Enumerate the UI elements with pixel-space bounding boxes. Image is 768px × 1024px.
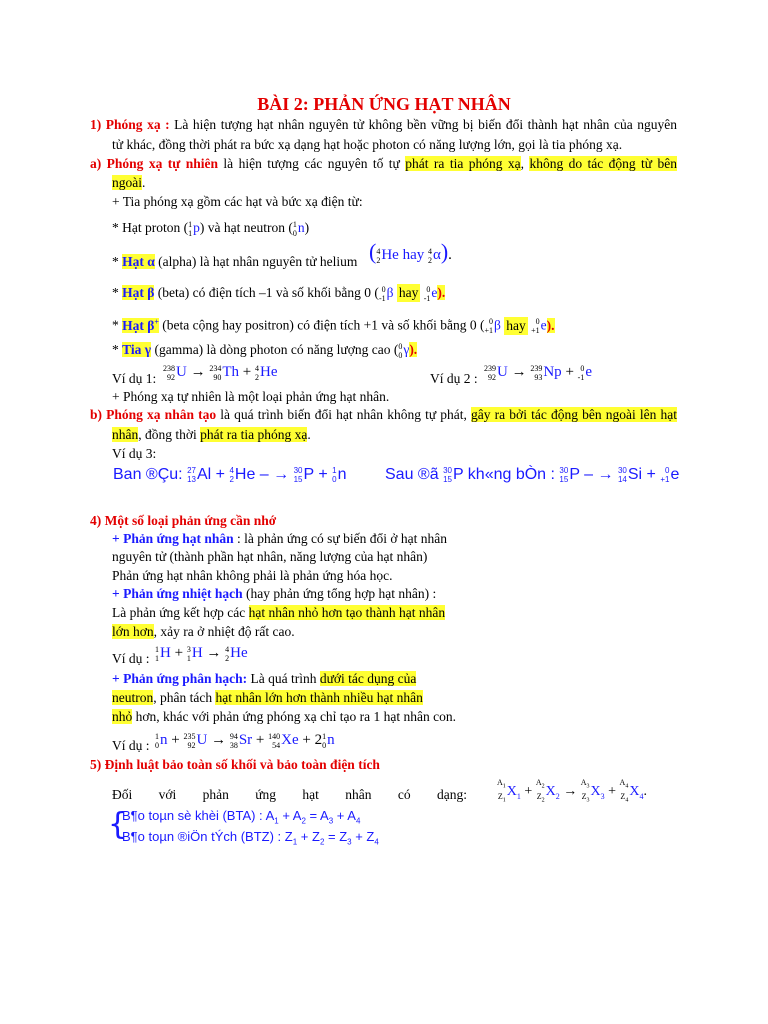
highlight: gây ra bởi tác động bên ngoài lên hạt xyxy=(471,407,677,422)
text: , phân tách xyxy=(153,690,216,705)
hay-highlight: hay xyxy=(506,317,526,333)
text: , xyxy=(520,156,530,171)
example-1-label: Ví dụ 1: xyxy=(112,371,157,386)
fission-example-equation: 1 0 n + 235 92 U → 94 38 Sr + 140 54 Xe + 2 1 0 n xyxy=(155,731,335,750)
text: ). xyxy=(409,342,418,357)
page-title: BÀI 2: PHẢN ỨNG HẠT NHÂN xyxy=(257,94,511,114)
label: + Phản ứng nhiệt hạch xyxy=(112,586,243,601)
highlight: ngoài xyxy=(112,175,142,190)
text: , đồng thời xyxy=(138,427,201,442)
section-b-line-1 xyxy=(90,406,677,424)
fusion-line xyxy=(112,585,436,603)
text: * Hạt proton ( xyxy=(112,220,189,235)
text: là hiện tượng các nguyên tố tự xyxy=(218,156,406,171)
list-intro: + Tia phóng xạ gồm các hạt và bức xạ điện từ: xyxy=(112,194,363,209)
example-3-equation-right: Sau ®ã 30 15 P kh«ng bÒn : 30 15 P – → 30 14 Si + 0 +1 e xyxy=(385,466,680,484)
highlight: lớn hơn xyxy=(112,624,154,639)
nuclear-reaction-line-3: Phản ứng hạt nhân không phải là phản ứng hóa học. xyxy=(112,568,393,583)
nuclide-indices: 1 1 xyxy=(188,219,193,238)
text: B¶o toµn ®iÖn tÝch (BTZ) : xyxy=(122,829,282,844)
section-1-text: Là hiện tượng hạt nhân nguyên tử không bền vững bị biến đổi thành hạt nhân của nguyên xyxy=(169,117,677,132)
natural-note: + Phóng xạ tự nhiên là một loại phản ứng hạt nhân. xyxy=(112,389,390,404)
section-1-line-2: tử khác, đồng thời phát ra bức xạ dạng hạt hoặc photon có năng lượng lớn, gọi là tia phóng xạ. xyxy=(112,137,623,152)
example-2-label: Ví dụ 2 : xyxy=(430,371,478,386)
text: Là quá trình xyxy=(247,671,320,686)
helium-notation: ( 4 2 He hay 4 2 α). xyxy=(369,239,452,265)
text: (gamma) là dòng photon có năng lượng cao ( xyxy=(151,342,399,357)
nuclear-reaction-line-2: nguyên tử (thành phần hạt nhân, năng lượng của hạt nhân) xyxy=(112,549,428,564)
nuclear-reaction-line xyxy=(112,530,447,548)
beta-line: * Hạt β (beta) có điện tích –1 và số khối bằng 0 ( 0 -1 β hay 0 -1 e). xyxy=(112,284,446,303)
highlight: dưới tác dụng của xyxy=(319,671,417,686)
example-2-equation: 239 92 U → 239 93 Np + 0 -1 e xyxy=(484,363,592,382)
highlight: nhân xyxy=(112,427,139,442)
text: Sau ®ã xyxy=(385,466,439,484)
highlight: hạt nhân nhỏ hơn tạo thành hạt nhân xyxy=(248,605,446,620)
text: ). xyxy=(437,285,446,300)
fusion-example-equation: 1 1 H + 3 1 H → 4 2 He xyxy=(155,644,248,663)
fission-line-3 xyxy=(112,708,456,726)
alpha-line: * Hạt α (alpha) là hạt nhân nguyên tử helium xyxy=(112,254,358,269)
word: phản xyxy=(202,787,229,802)
text: (beta cộng hay positron) có điện tích +1 và số khối bằng 0 ( xyxy=(158,317,485,333)
beta-plus-label: Hạt β+ xyxy=(122,317,159,333)
law-brace: { xyxy=(108,807,128,842)
text: (alpha) là hạt nhân nguyên tử helium xyxy=(154,254,358,269)
text: B¶o toµn sè khèi (BTA) : xyxy=(122,808,263,823)
highlight: phát ra tia phóng xạ xyxy=(405,156,521,171)
nuclide-indices: 1 0 xyxy=(292,219,297,238)
section-b-line-2 xyxy=(112,426,311,444)
proton-neutron-line xyxy=(112,219,309,238)
neutron-symbol: n xyxy=(297,220,305,235)
example-3-label: Ví dụ 3: xyxy=(112,446,157,461)
beta-symbol: β xyxy=(386,285,394,300)
text: , xảy ra ở nhiệt độ rất cao. xyxy=(153,624,295,639)
example-3-equation-left: Ban ®Çu: 27 13 Al + 4 2 He – → 30 15 P + 1 0 n xyxy=(113,466,347,484)
fusion-line-2 xyxy=(112,604,445,622)
electron-symbol: e xyxy=(431,285,438,300)
mass-conservation-law: B¶o toµn sè khèi (BTA) : $A_1 + A_2 = A_3 + A_4$ xyxy=(122,808,361,826)
beta-plus-symbol: β xyxy=(493,317,501,333)
law-intro xyxy=(112,786,467,804)
heading-text: 5) Định luật bảo toàn số khối và bảo toàn điện tích xyxy=(90,757,380,772)
text: là quá trình biến đổi hạt nhân không tự phát, xyxy=(216,407,472,422)
text: hơn, khác với phản ứng phóng xạ chỉ tạo ra 1 hạt nhân con. xyxy=(132,709,457,724)
gamma-line: * Tia γ (gamma) là dòng photon có năng lượng cao ( 0 0 γ). xyxy=(112,341,418,360)
word: nhân xyxy=(345,787,372,802)
section-b-heading: b) Phóng xạ nhân tạo xyxy=(90,407,217,422)
highlight: neutron xyxy=(112,690,154,705)
word: hạt xyxy=(302,787,319,802)
fusion-line-3 xyxy=(112,623,295,641)
alpha-label: Hạt α xyxy=(122,254,155,269)
fission-example-label: Ví dụ : xyxy=(112,738,150,753)
text: Là phản ứng kết hợp các xyxy=(112,605,249,620)
fission-line xyxy=(112,670,416,688)
highlight: hạt nhân lớn hơn thành nhiều hạt nhân xyxy=(215,690,423,705)
text: : là phản ứng có sự biến đổi ở hạt nhân xyxy=(233,531,447,546)
highlight: nhỏ xyxy=(112,709,133,724)
highlight: phát ra tia phóng xạ xyxy=(200,427,308,442)
label: + Phản ứng hạt nhân xyxy=(112,531,234,546)
word: dạng: xyxy=(436,787,467,802)
section-4-heading xyxy=(90,512,276,530)
text: . xyxy=(142,175,146,190)
hay-highlight: hay xyxy=(398,285,419,300)
section-1-line-1 xyxy=(90,116,677,134)
beta-label: Hạt β xyxy=(122,285,155,300)
gamma-symbol: γ xyxy=(403,342,410,357)
word: có xyxy=(397,787,411,802)
text: . xyxy=(307,427,311,442)
section-a-line-2 xyxy=(112,174,145,192)
charge-conservation-law: B¶o toµn ®iÖn tÝch (BTZ) : $Z_1 + Z_2 = Z_3 + Z_4$ xyxy=(122,829,379,847)
positron-symbol: e xyxy=(540,317,547,333)
general-reaction-equation: $A_1$ $Z_1$ $X_1$ + $A_2$ $Z_2$ $X_2$ → $A_3$ $Z_3$ $X_3$ + $A_4$ $Z_4$ $X_4$. xyxy=(497,778,647,804)
text: (beta) có điện tích –1 và số khối bằng 0 ( xyxy=(154,285,379,300)
fusion-example-label: Ví dụ : xyxy=(112,651,150,666)
section-5-heading xyxy=(90,756,380,774)
proton-symbol: p xyxy=(193,220,200,235)
text: ) xyxy=(304,220,310,235)
word: Đối xyxy=(112,787,133,802)
fission-line-2 xyxy=(112,689,423,707)
text: P kh«ng bÒn : xyxy=(452,466,555,484)
text: ) và hạt neutron ( xyxy=(199,220,293,235)
section-a-heading: a) Phóng xạ tự nhiên xyxy=(90,156,219,171)
text: (hay phản ứng tổng hợp hạt nhân) : xyxy=(242,586,437,601)
word: với xyxy=(158,787,177,802)
example-1-equation: 238 92 U → 234 90 Th + 4 2 He xyxy=(163,363,278,382)
gamma-label: Tia γ xyxy=(122,342,152,357)
section-a-line-1 xyxy=(90,155,677,173)
text: ). xyxy=(546,317,555,333)
highlight: không do tác động từ bên xyxy=(529,156,678,171)
heading-text: 4) Một số loại phản ứng cần nhớ xyxy=(90,513,277,528)
label: + Phản ứng phân hạch: xyxy=(112,671,248,686)
section-1-heading: 1) Phóng xạ : xyxy=(90,117,170,132)
word: ứng xyxy=(255,787,277,802)
beta-plus-line: * Hạt β+ (beta cộng hay positron) có điện tích +1 và số khối bằng 0 ( 0 +1 β hay 0 +1 e). xyxy=(112,317,555,336)
text: Ban ®Çu: xyxy=(113,466,183,484)
